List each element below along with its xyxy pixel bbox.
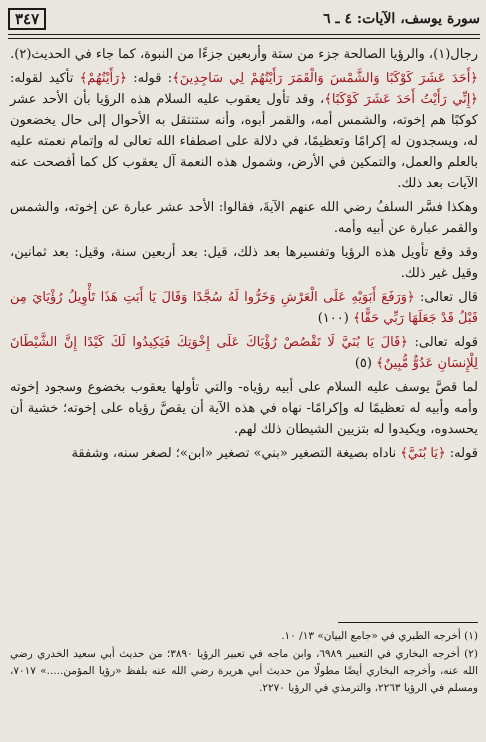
quran-verse: ﴿قَالَ يَا بُنَيَّ لَا تَقْصُصْ رُؤْيَاكَ عَلَى إِخْوَتِكَ فَيَكِيدُوا لَكَ كَيْدًا إِنَّ الشَّيْطَانَ لِلْإِنسَانِ عَدُوٌّ مُّبِينٌ﴾ [10, 335, 478, 371]
paragraph [10, 332, 478, 374]
footnotes [10, 628, 478, 698]
text-span: (١٠٠) [317, 311, 353, 326]
paragraph [10, 443, 478, 464]
text-span: قوله: [445, 446, 478, 461]
paragraph [10, 197, 478, 239]
text-span: لما قصَّ يوسف عليه السلام على أبيه رؤياه- والتي تأولها يعقوب بخضوع وسجود إخوته وأمه وأبيه له تعظيمًا له وإكرامًا- نهاه في هذه الآية أن يقصَّ رؤياه على إخوته؛ خشية أن يحسدوه، ويكيدوا له بتزيين الشيطان ذلك لهم. [10, 380, 478, 437]
footnote: (١) أخرجه الطبري في «جامع البيان» ١٣/ ١٠. [281, 630, 478, 642]
text-span: قال تعالى: [414, 290, 478, 305]
header-rule [8, 34, 480, 35]
quran-verse: ﴿إِنِّي رَأَيْتُ أَحَدَ عَشَرَ كَوْكَبًا﴾ [324, 92, 478, 107]
footnote-separator [338, 622, 478, 623]
paragraph [10, 377, 478, 440]
quran-verse: ﴿يَا بُنَيَّ﴾ [400, 446, 446, 461]
text-span: (١) [433, 47, 451, 62]
text-span: : قوله: [126, 71, 173, 86]
text-span: تأكيد لقوله: [10, 71, 80, 86]
footnote: (٢) أخرجه البخاري في التعبير ٦٩٨٩، وابن ماجه في تعبير الرؤيا ٣٨٩٠؛ من حديث أبي سعيد الخدري رضي الله عنه، وأخرجه البخاري أيضًا مطولًا من حديث أبي هريرة رضي الله عنه بلفظ «رؤيا المؤمن.....» ٧٠١٧، ومسلم في الرؤيا ٢٢٦٣، والترمذي في الرؤيا ٢٢٧٠. [10, 648, 478, 694]
text-span: قوله تعالى: [407, 335, 478, 350]
paragraph [10, 68, 478, 194]
quran-verse: ﴿وَرَفَعَ أَبَوَيْهِ عَلَى الْعَرْشِ وَخَرُّوا لَهُ سُجَّدًا وَقَالَ يَا أَبَتِ هَذَا تَأْوِيلُ رُؤْيَايَ مِن قَبْلُ قَدْ جَعَلَهَا رَبِّي حَقًّا﴾ [10, 290, 478, 326]
text-span: . [10, 47, 15, 62]
chapter-title: سورة يوسف، الآيات: ٤ ـ ٦ [323, 11, 480, 27]
quran-verse: ﴿أَحَدَ عَشَرَ كَوْكَبًا وَالشَّمْسَ وَالْقَمَرَ رَأَيْتُهُمْ لِي سَاجِدِينَ﴾ [172, 71, 479, 86]
quran-verse: ﴿رَأَيْتُهُمْ﴾ [79, 71, 127, 86]
text-span: ، والرؤيا الصالحة جزء من ستة وأربعين جزءًا من النبوة، كما جاء في الحديث [31, 47, 434, 62]
header-rule-thin [8, 38, 480, 39]
paragraph [10, 287, 478, 329]
text-span: (٥) [354, 356, 377, 371]
text-span: رجال [450, 47, 478, 62]
text-span: (٢) [14, 47, 32, 62]
text-span: ، وقد تأول يعقوب عليه السلام هذه الرؤيا بأن الأحد عشر كوكبًا هم إخوته، والشمس أمه، والقمر أبوه، وأنه ستنتقل به الأحوال إلى حال يخضعون له، ويسجدون له إكرامًا وتعظيمًا، في دلالة على اصطفاء الله تعالى له وإتمام نعمته عليه بالعلم والعمل، والتمكين في الأرض، وشمول هذه النعمة آل يعقوب كل كما أفصحت عنه الآيات بعد ذلك. [10, 92, 478, 191]
text-span: وقد وقع تأويل هذه الرؤيا وتفسيرها بعد ذلك، قيل: بعد أربعين سنة، وقيل: بعد ثمانين، وقيل غير ذلك. [10, 245, 478, 281]
page-body [10, 44, 478, 467]
paragraph [10, 242, 478, 284]
text-span: وهكذا فسَّر السلفُ رضي الله عنهم الآيةَ، فقالوا: الأحد عشر عبارة عن إخوته، والشمس والقمر عبارة عن أبيه وأمه. [10, 200, 478, 236]
page-header [8, 6, 480, 32]
text-span: ناداه بصيغة التصغير «بني» تصغير «ابن»؛ لصغر سنه، وشفقة [71, 446, 401, 461]
paragraph [10, 44, 478, 65]
page-number: ٣٤٧ [8, 8, 46, 30]
